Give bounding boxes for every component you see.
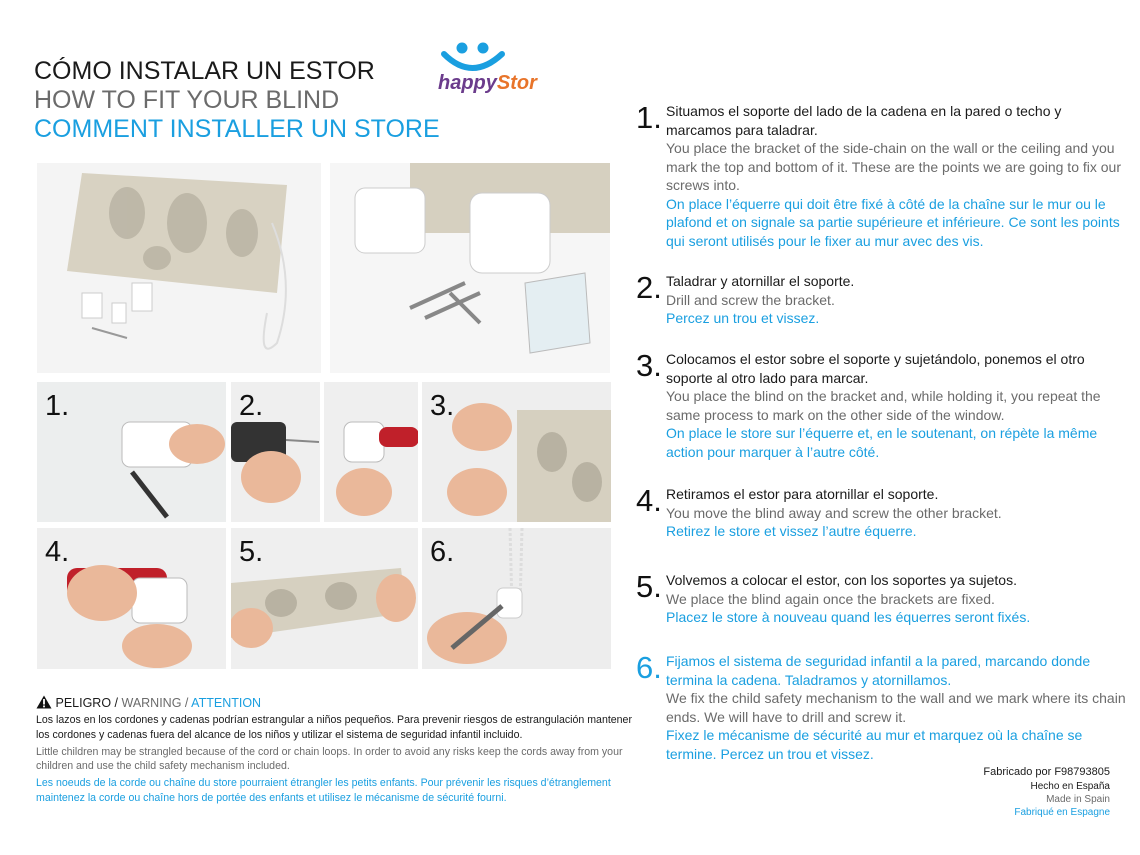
step-text-fr: On place l’équerre qui doit être fixé à côté de la chaîne sur le mur ou le plafond et on signale sa partie supérieure et inférieure. Ce sont les points qui seront utilisés pour le fixer au mur avec des vis.	[666, 195, 1120, 249]
step-5	[636, 571, 1126, 627]
warning-heading	[36, 694, 636, 712]
step-number: 2.	[636, 270, 662, 305]
step-number: 3.	[636, 348, 662, 383]
photo-step-6	[422, 528, 611, 669]
warning-text-es: Los lazos en los cordones y cadenas podrían estrangular a niños pequeños. Para prevenir riesgos de estrangulación mantener los cordones y cadenas fuera del alcance de los niños y utilizar el sistema de seguridad infantil incluido.	[36, 714, 632, 741]
photo-step-2a	[231, 382, 320, 522]
step-text-es: Taladrar y atornillar el soporte.	[666, 273, 855, 289]
photo-blind-parts	[37, 163, 321, 373]
footer	[983, 765, 1110, 819]
warning-icon	[36, 695, 52, 709]
photo-step-1	[37, 382, 226, 522]
title-fr: COMMENT INSTALLER UN STORE	[34, 115, 440, 143]
step-text-en: We fix the child safety mechanism to the wall and we mark where its chain ends. We will have to drill and screw it.	[666, 690, 1126, 725]
step-text-en: You place the blind on the bracket and, while holding it, you repeat the same process to mark on the other side of the window.	[666, 388, 1101, 423]
warning-label-es: PELIGRO	[55, 696, 112, 710]
title-es: CÓMO INSTALAR UN ESTOR	[34, 57, 375, 85]
photo-label: 1.	[45, 390, 70, 422]
warning-label-fr: ATTENTION	[191, 696, 262, 710]
photo-step-2b	[324, 382, 418, 522]
step-text-en: Drill and screw the bracket.	[666, 291, 835, 308]
step-text-en: You move the blind away and screw the other bracket.	[666, 504, 1002, 521]
step-text-en: You place the bracket of the side-chain on the wall or the ceiling and you mark the top and bottom of it. These are the points we are going to fix our screws into.	[666, 140, 1121, 193]
photo-label: 5.	[239, 536, 264, 568]
step-text-es: Situamos el soporte del lado de la cadena en la pared o techo y marcamos para taladrar.	[666, 103, 1062, 138]
made-in-fr: Fabriqué en Espagne	[1014, 807, 1110, 818]
photo-step-5	[231, 528, 418, 669]
step-4	[636, 485, 1126, 541]
step-1	[636, 102, 1126, 250]
photo-label: 2.	[239, 390, 264, 422]
made-in-es: Hecho en España	[1030, 781, 1110, 792]
step-text-en: We place the blind again once the brackets are fixed.	[666, 590, 995, 607]
manufacturer-code: Fabricado por F98793805	[983, 766, 1110, 778]
step-text-es: Colocamos el estor sobre el soporte y sujetándolo, ponemos el otro soporte al otro lado para marcar.	[666, 351, 1085, 386]
step-text-fr: On place le store sur l’équerre et, en le soutenant, on répète la même action pour marquer à l’autre côté.	[666, 425, 1098, 460]
photo-step-4	[37, 528, 226, 669]
step-2	[636, 272, 1126, 328]
warning-separator: /	[181, 696, 192, 710]
photo-label: 3.	[430, 390, 455, 422]
step-number: 5.	[636, 569, 662, 604]
warning-label-en: WARNING	[121, 696, 182, 710]
step-text-es: Fijamos el sistema de seguridad infantil a la pared, marcando donde termina la cadena. Taladramos y atornillamos.	[666, 653, 1091, 688]
photo-step-3	[422, 382, 611, 522]
warning-text-fr: Les noeuds de la corde ou chaîne du store pourraient étrangler les petits enfants. Pour prévenir les risques d’étranglement maintenez la corde ou chaîne hors de portée des enfants et utilisez le mécanisme de sécurité fourni.	[36, 777, 611, 804]
step-text-es: Volvemos a colocar el estor, con los soportes ya sujetos.	[666, 572, 1017, 588]
step-text-fr: Placez le store à nouveau quand les équerres seront fixés.	[666, 609, 1031, 625]
warning-block	[36, 694, 636, 806]
step-number: 1.	[636, 100, 662, 135]
step-6	[636, 652, 1126, 763]
step-text-fr: Fixez le mécanisme de sécurité au mur et marquez où la chaîne se termine. Percez un trou et vissez.	[666, 727, 1083, 762]
step-number: 4.	[636, 483, 662, 518]
step-text-fr: Retirez le store et vissez l’autre équerre.	[666, 523, 917, 539]
warning-text-en: Little children may be strangled because of the cord or chain loops. In order to avoid any risks keep the cords away from your children and use the child safety mechanism included.	[36, 745, 623, 773]
happystor-logo	[436, 38, 548, 104]
step-text-fr: Percez un trou et vissez.	[666, 310, 820, 326]
made-in-en: Made in Spain	[1046, 794, 1110, 805]
step-3	[636, 350, 1126, 461]
step-text-es: Retiramos el estor para atornillar el soporte.	[666, 486, 939, 502]
title-en: HOW TO FIT YOUR BLIND	[34, 86, 340, 114]
logo-text-stor: Stor	[496, 72, 537, 94]
photo-label: 4.	[45, 536, 70, 568]
photo-label: 6.	[430, 536, 455, 568]
photo-brackets-screws	[330, 163, 610, 373]
step-number: 6.	[636, 650, 662, 685]
warning-separator: /	[111, 696, 122, 710]
logo-text-happy: happy	[438, 72, 497, 94]
